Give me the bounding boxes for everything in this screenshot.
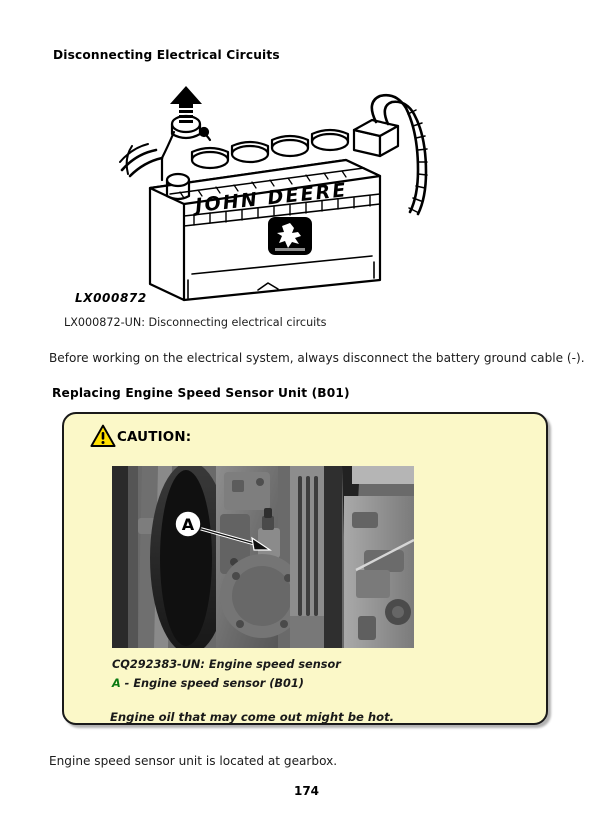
paragraph-sensor-location: Engine speed sensor unit is located at gearbox. <box>49 754 338 768</box>
figure-id-label: LX000872 <box>75 291 147 305</box>
legend-key: A <box>112 677 121 690</box>
paragraph-disconnect-battery: Before working on the electrical system, always disconnect the battery ground cable (-). <box>49 351 585 365</box>
page-number: 174 <box>293 784 320 798</box>
svg-text:A: A <box>181 515 195 534</box>
warning-triangle-icon <box>90 424 116 448</box>
page-title-replacing-sensor: Replacing Engine Speed Sensor Unit (B01) <box>52 386 350 400</box>
photo-caption: CQ292383-UN: Engine speed sensor <box>112 658 341 671</box>
legend-separator: - <box>120 677 134 690</box>
page-title-disconnecting: Disconnecting Electrical Circuits <box>53 48 280 62</box>
caution-header <box>90 424 191 448</box>
engine-sensor-photo <box>112 466 414 648</box>
legend-text: Engine speed sensor (B01) <box>133 677 304 690</box>
battery-illustration <box>118 84 438 309</box>
figure-caption-battery: LX000872-UN: Disconnecting electrical circuits <box>64 316 327 329</box>
photo-legend <box>112 677 304 690</box>
caution-warning-text: Engine oil that may come out might be hot. <box>110 710 395 724</box>
caution-label: CAUTION: <box>117 429 192 445</box>
caution-box <box>62 412 548 725</box>
svg-text:JOHN DEERE: JOHN DEERE <box>194 179 349 217</box>
